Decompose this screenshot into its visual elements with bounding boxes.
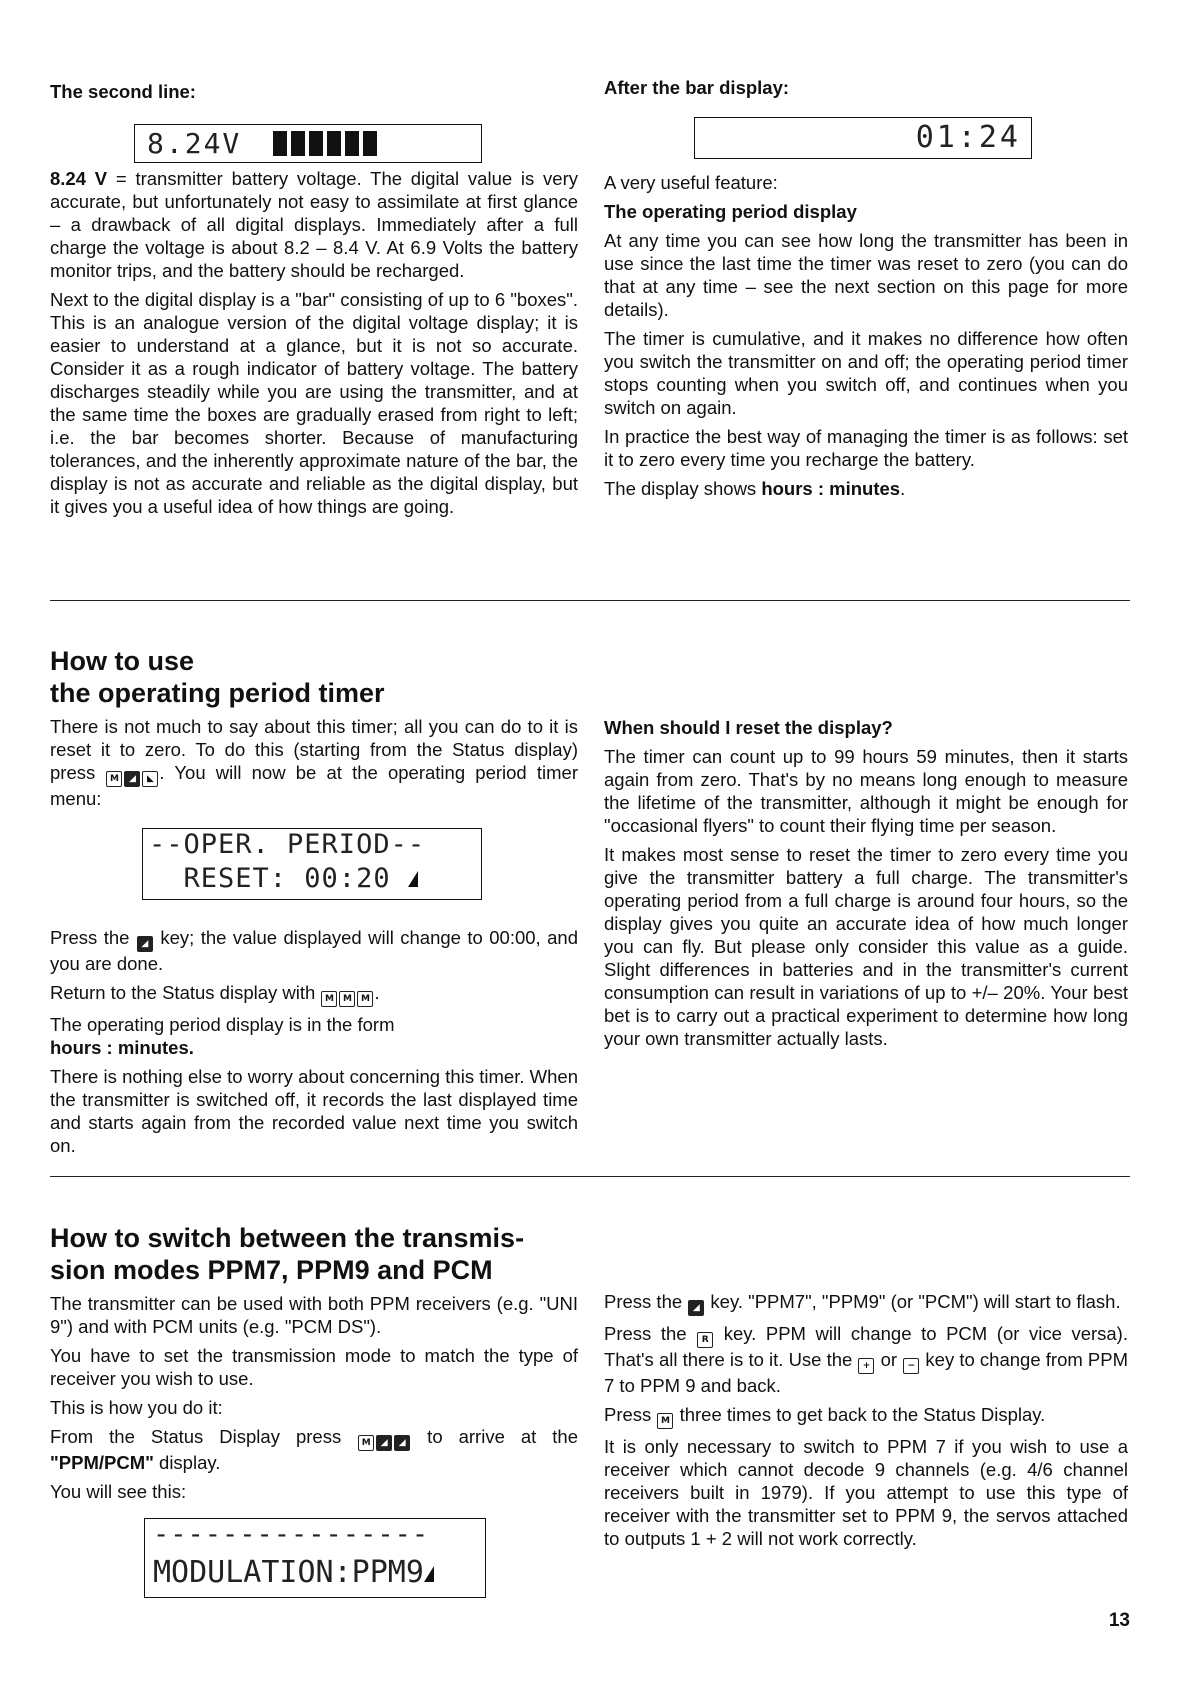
timer-p4-bold: hours : minutes. [50, 1037, 194, 1058]
p4-end: . [900, 478, 906, 499]
mode-r-p2-or: or [875, 1349, 903, 1370]
plus-key-icon: + [858, 1358, 874, 1374]
modulation-lcd-line2-wrap [153, 1555, 434, 1590]
oper-period-lcd-display [142, 828, 482, 900]
mode-r-p2 [604, 1322, 1128, 1397]
useful-feature-intro: A very useful feature: [604, 172, 778, 193]
minus-key-icon: − [903, 1358, 919, 1374]
page-number: 13 [1108, 1610, 1130, 1631]
timer-p1-start: There is not much to say about this timer; all you can do to it is reset it to zero. To do this (starting from the Status display) press [50, 716, 578, 783]
mode-p1: The transmitter can be used with both PPM receivers (e.g. "UNI 9") and with PCM units (e.g. "PCM DS"). [50, 1293, 578, 1337]
battery-bar-box [363, 131, 377, 156]
reset-display-subheading: When should I reset the display? [604, 717, 893, 738]
mode-p4-mid: to arrive at the [411, 1426, 578, 1447]
bar-paragraph: Next to the digital display is a "bar" consisting of up to 6 "boxes". This is an analogue version of the digital voltage display; it is easier to understand at a glance, but it is not so accurate. Consider it as a rough indicator of battery voltage. The battery discharges steadily while you are using the transmitter, and at the same time the boxes are gradually erased from right to left; i.e. the bar becomes shorter. Because of manufacturing tolerances, and the inherently approximate nature of the bar, the display is not as accurate and reliable as the digital display, but it gives you a useful idea of how things are going. [50, 289, 578, 517]
timer-p2-end: key; the value displayed will change to 00:00, and you are done. [50, 927, 578, 974]
oper-period-lcd-line1: --OPER. PERIOD-- [149, 829, 426, 860]
timer-p4-text: The operating period display is in the form [50, 1014, 395, 1035]
cursor-triangle-icon [424, 1566, 434, 1582]
timer-p3-end: . [374, 982, 380, 1003]
battery-bar-box [291, 131, 305, 156]
menu-key-icon: M [106, 771, 122, 787]
mode-r-p3-start: Press [604, 1404, 657, 1425]
battery-bar [273, 131, 381, 156]
operating-period-subheading: The operating period display [604, 201, 857, 222]
modulation-lcd-line2: MODULATION:PPM9 [153, 1555, 424, 1590]
battery-bar-box [309, 131, 323, 156]
mode-p4-bold: "PPM/PCM" [50, 1452, 154, 1473]
enter-key-icon: ◢ [394, 1435, 410, 1451]
mode-r-p2-mid: key. PPM will change to PCM (or vice versa). That's all there is to it. Use the [604, 1323, 1128, 1370]
battery-bar-box [327, 131, 341, 156]
mode-p4-start: From the Status Display press [50, 1426, 358, 1447]
operating-period-p4 [604, 477, 1128, 500]
timer-p2 [50, 926, 578, 975]
p4-bold: hours : minutes [761, 478, 901, 499]
mode-p3: This is how you do it: [50, 1397, 223, 1418]
mode-r-p4: It is only necessary to switch to PPM 7 if you wish to use a receiver which cannot decode 9 channels (e.g. 4/6 channel receivers built in 1979). If you attempt to use this type of receiver with the transmitter set to PPM 9, the servos attached to outputs 1 + 2 will not work correctly. [604, 1436, 1128, 1549]
voltage-bold: 8.24 V [50, 168, 108, 189]
timer-section-title-2: the operating period timer [50, 678, 385, 708]
enter-key-icon: ◢ [124, 771, 140, 787]
enter-key-icon: ◢ [688, 1300, 704, 1316]
menu-key-icon: M [357, 991, 373, 1007]
second-line-heading: The second line: [50, 81, 196, 102]
section-divider-1 [50, 600, 1130, 601]
oper-period-lcd-line2-wrap [149, 863, 418, 894]
menu-key-icon: M [358, 1435, 374, 1451]
cursor-triangle-icon [408, 871, 418, 887]
mode-section-title-2: sion modes PPM7, PPM9 and PCM [50, 1255, 493, 1285]
operating-period-p3: In practice the best way of managing the timer is as follows: set it to zero every time you recharge the battery. [604, 426, 1128, 470]
mode-left-column [50, 1222, 578, 1509]
reset-key-icon: R [697, 1332, 713, 1348]
back-key-icon: ◣ [142, 771, 158, 787]
mode-r-p3 [604, 1403, 1128, 1429]
timer-right-column [604, 716, 1128, 1056]
timer-p3-start: Return to the Status display with [50, 982, 321, 1003]
oper-period-lcd-line2: RESET: 00:20 [149, 863, 408, 894]
reset-p1: The timer can count up to 99 hours 59 minutes, then it starts again from zero. That's by no means long enough to measure the lifetime of the transmitter, although it might be enough for "occasional flyers" to count their flying time per season. [604, 746, 1128, 836]
menu-key-icon: M [321, 991, 337, 1007]
menu-key-icon: M [339, 991, 355, 1007]
voltage-lcd-value: 8.24V [147, 127, 242, 160]
mode-p5: You will see this: [50, 1481, 187, 1502]
mode-right-column [604, 1290, 1128, 1556]
mode-section-title-1: How to switch between the transmis- [50, 1223, 525, 1253]
battery-bar-box [345, 131, 359, 156]
timer-p3 [50, 981, 578, 1007]
section-divider-2 [50, 1176, 1130, 1177]
timer-left-column [50, 645, 578, 1163]
enter-key-icon: ◢ [137, 936, 153, 952]
mode-r-p2-start: Press the [604, 1323, 697, 1344]
mode-p4 [50, 1425, 578, 1474]
operating-period-p1: At any time you can see how long the transmitter has been in use since the last time the timer was reset to zero (you can do that at any time – see the next section on this page for more details). [604, 230, 1128, 320]
mode-r-p1-end: key. "PPM7", "PPM9" (or "PCM") will start to flash. [705, 1291, 1121, 1312]
timer-p1-end: . You will now be at the operating period timer menu: [50, 762, 578, 809]
after-bar-heading: After the bar display: [604, 77, 790, 98]
p4-start: The display shows [604, 478, 762, 499]
timer-p5: There is nothing else to worry about concerning this timer. When the transmitter is switched off, it records the last displayed time and starts again from the recorded value next time you switch on. [50, 1066, 578, 1156]
mode-r-p1-start: Press the [604, 1291, 688, 1312]
time-lcd-value: 01:24 [915, 120, 1021, 155]
reset-p2: It makes most sense to reset the timer to zero every time you give the transmitter battery a full charge. The transmitter's operating period from a full charge is around four hours, so the display gives you quite an accurate idea of how much longer you can fly. But please only consider this value as a guide. Slight differences in batteries and in the transmitter's current consumption can result in variations of up to +/– 20%. Your best bet is to carry out a practical experiment to determine how long your own transmitter actually lasts. [604, 844, 1128, 1049]
enter-key-icon: ◢ [376, 1435, 392, 1451]
timer-p2-start: Press the [50, 927, 136, 948]
timer-p4 [50, 1013, 578, 1059]
voltage-paragraph [50, 167, 578, 282]
mode-p4-end: display. [153, 1452, 221, 1473]
modulation-lcd-line1: ---------------- [153, 1519, 430, 1550]
voltage-lcd-display [134, 124, 482, 163]
mode-r-p1 [604, 1290, 1128, 1316]
modulation-lcd-display [144, 1518, 486, 1598]
voltage-text: = transmitter battery voltage. The digital value is very accurate, but unfortunately not easy to assimilate at first glance – a drawback of all digital displays. Immediately after a full charge the voltage is about 8.2 – 8.4 V. At 6.9 Volts the battery monitor trips, and the battery should be recharged. [50, 168, 578, 281]
operating-period-p2: The timer is cumulative, and it makes no difference how often you switch the transmitter on and off; the operating period timer stops counting when you switch off, and continues when you switch on again. [604, 328, 1128, 418]
timer-section-title-1: How to use [50, 646, 195, 676]
mode-r-p3-end: three times to get back to the Status Display. [674, 1404, 1046, 1425]
menu-key-icon: M [657, 1413, 673, 1429]
mode-r-p2-end: key to change from PPM 7 to PPM 9 and back. [604, 1349, 1129, 1396]
battery-bar-box [273, 131, 287, 156]
time-lcd-display [694, 117, 1032, 159]
mode-p2: You have to set the transmission mode to match the type of receiver you wish to use. [50, 1345, 578, 1389]
timer-p1 [50, 715, 578, 810]
